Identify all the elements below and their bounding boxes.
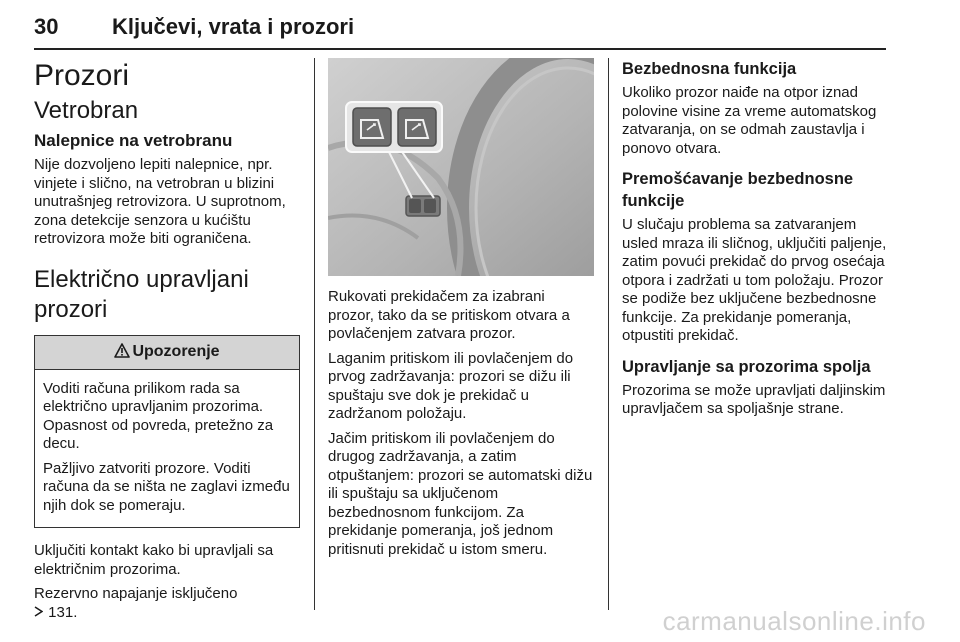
watermark: carmanualsonline.info <box>662 606 926 636</box>
section-heading: Električno upravljani prozori <box>34 265 249 323</box>
column-left <box>34 58 300 628</box>
paragraph: Nije dozvoljeno lepiti nalepnice, npr. vinjete i slično, na vetrobran u blizini unutrašnjeg retrovizora. U suprotnom, zona detekcije senzora u kućištu retrovizora može biti ograničena. <box>34 156 286 247</box>
subsection-heading: Premošćavanje bezbednosne funkcije <box>622 170 854 210</box>
warning-box <box>34 335 300 529</box>
paragraph: Rukovati prekidačem za izabrani prozor, tako da se pritiskom otvara a povlačenjem zatvara prozor. <box>328 288 570 342</box>
column-divider <box>608 58 609 610</box>
warning-triangle-icon <box>114 343 130 358</box>
window-switch-photo <box>328 58 594 276</box>
chapter-title: Ključevi, vrata i prozori <box>112 14 355 39</box>
warning-header <box>35 336 299 370</box>
header-rule <box>34 48 886 50</box>
page-ref-link[interactable]: 131. <box>48 603 78 621</box>
warning-title: Upozorenje <box>132 342 220 360</box>
power-text: Rezervno napajanje isključeno <box>34 585 238 602</box>
section-heading: Vetrobran <box>34 97 139 124</box>
subsection-heading: Bezbednosna funkcija <box>622 60 797 78</box>
paragraph: Uključiti kontakt kako bi upravljali sa električnim prozorima. <box>34 542 274 578</box>
warning-body <box>35 370 299 528</box>
paragraph: Jačim pritiskom ili povlačenjem do drugog zadržavanja, a zatim otpuštanjem: prozori se automatski dižu ili spuštaju sa uključenom bezbednosnom funkcijom. Za prekidanje pomeranja, još jednom pritisnuti prekidač u istom smeru. <box>328 429 593 558</box>
page-title: Prozori <box>34 59 130 92</box>
column-right <box>622 58 888 425</box>
paragraph: Laganim pritiskom ili povlačenjem do prvog zadržavanja: prozori se dižu ili spuštaju sve dok je prekidač u zadržanom položaju. <box>328 349 574 422</box>
column-middle <box>328 58 594 565</box>
subsection-heading: Upravljanje sa prozorima spolja <box>622 357 871 376</box>
subsection-heading: Nalepnice na vetrobranu <box>34 131 233 150</box>
paragraph: U slučaju problema sa zatvaranjem usled mraza ili sličnog, uključiti paljenje, zatim povući prekidač do prvog osećaja otpora i zadržati u tom položaju. Prozor se podiže bez uključene bezbednosne funkcije. Za prekidanje pomeranja, otpustiti prekidač. <box>622 216 887 344</box>
page-ref-arrow-icon[interactable] <box>34 604 44 623</box>
paragraph: Ukoliko prozor naiđe na otpor iznad polovine visine za vreme automatskog zatvaranja, on se odmah zaustavlja i ponovo otvara. <box>622 84 877 157</box>
page-number: 30 <box>34 14 59 39</box>
warning-paragraph: Voditi računa prilikom rada sa električno upravljanim prozorima. Opasnost od povreda, pretežno za decu. <box>43 379 274 452</box>
page-header <box>34 8 886 48</box>
paragraph: Prozorima se može upravljati daljinskim upravljačem sa spoljašnje strane. <box>622 381 886 417</box>
warning-paragraph: Pažljivo zatvoriti prozore. Voditi računa da se ništa ne zaglavi između njih dok se pomeraju. <box>43 459 290 514</box>
paragraph <box>34 585 300 622</box>
column-divider <box>314 58 315 610</box>
